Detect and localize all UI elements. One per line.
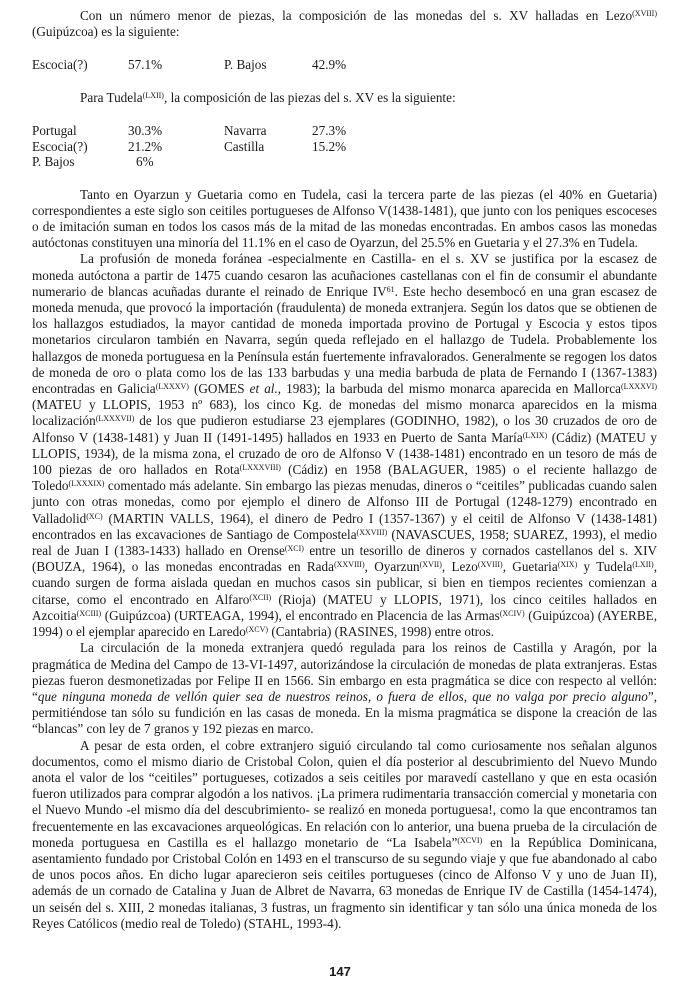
text-span: (Guipúzcoa) es la siguiente: [32,24,180,40]
table-row [32,123,657,139]
table-cell: 6% [136,154,154,170]
reference-marker: (XC) [86,511,103,521]
reference-marker: (XVII) [419,560,442,570]
text-span: entre un tesorillo de dineros y cornados castellanos del s. XIV (BOUZA, 1964), o las monedas encontradas en Rada [32,543,657,575]
text-span: (MARTIN VALLS, 1964), el dinero de Pedro I (1357-1367) y el ceitil de Alfonso V (1438-1481) encontrados en las excavaciones de Santiago de Compostela [32,510,657,542]
text-span: , Lezo [441,559,478,575]
document-page [32,8,657,932]
reference-marker: (LXXXVII) [95,414,135,424]
text-span: de los que pudieron estudiarse 23 ejemplares (GODINHO, 1982), o los 30 cruzados de oro de Alfonso V (1438-1481) y Juan II (1491-1495) hallados en 1933 en Puerto de Santa María [32,413,657,445]
text-span: (Guipúzcoa) (URTEAGA, 1994), el encontrado en Placencia de las Armas [101,607,500,623]
text-span: en la República Dominicana, asentamiento fundado por Cristobal Colón en 1493 en el transcurso de su segundo viaje y que fue abandonado al cabo de unos pocos años. En dicho lugar aparecieron seis ceitiles portugueses (cinco de Alfonso V y uno de Juan II), además de un cornado de Catalina y Juan de Albret de Navarra, 63 monedas de Enrique IV de Castilla (1454-1474), un seisén del s. XIII, 2 monedas italianas, 3 fustras, un fragmento sin identificar y tan sólo una única moneda de los Reyes Católicos (medio real de Toledo) (STAHL, 1993-4). [32,834,657,931]
text-span: (Cádiz) (MATEU y LLOPIS, 1934), de la misma zona, el cruzado de oro de Alfonso V (1438-1481) encontrado en un tesoro de más de 100 piezas de oro hallados en Rota [32,429,657,478]
footnote-marker: 61 [386,284,395,294]
table-row [32,154,657,170]
text-span: La profusión de moneda foránea -especialmente en Castilla- en el s. XV se justifica por la escasez de moneda autóctona a partir de 1475 cuando cesaron las acuñaciones castellanas con el fin de consumir el abundante numerario de blancas acuñadas durante el reinado de Enrique IV [32,251,657,299]
paragraph-lezo [32,8,657,40]
reference-marker: (LXXXVI) [621,382,658,392]
reference-marker: (XCV) [245,625,269,635]
text-span: . Este hecho desembocó en una gran escasez de moneda menuda, que provocó la importación (fraudulenta) de moneda extranjera. Según los datos que se obtienen de los hallazgos estudiados, la mayor cantidad de moneda importada provino de Portugal y Escocia y estos tipos monetarios circularon también en Navarra, según queda reflejado en el hallazgo de Tudela. Probablemente los hallazgos de moneda portuguesa en la Península están fuertemente infravalorados. Generalmente se regogen los datos de moneda de oro o plata como los de las 133 barbudas y una media barbuda de plata de Fernando I (1367-1383) encontradas en Galicia [32,283,657,397]
text-span: A pesar de esta orden, el cobre extranjero siguió circulando tal como curiosamente nos señalan algunos documentos, como el mismo diario de Cristobal Colon, quien el día posterior al descubrimiento del Nuevo Mundo anota el valor de los “ceitiles” portugueses, cotizados a seis ceitiles por maravedí castellano y que en esta ocasión fueron utilizados para comprar algodón a los nativos. ¡La primera rudimentaria transacción comercial y monetaria con el Nuevo Mundo -el mismo día del descubrimiento- se realizó en moneda portuguesa!, como la que encontramos tan frecuentemente en las excavaciones arqueológicas. En relación con lo anterior, una buena prueba de la circulación de moneda portuguesa en Castilla es el hallazgo monetario de “La Isabela” [32,737,657,850]
text-span: , cuando surgen de forma aislada quedan en muchos casos sin publicar, si bien en tiempos recientes comienzan a citarse, como el encontrado en Alfaro [32,559,657,607]
reference-marker: (LXXXV) [155,382,189,392]
text-span: , Oyarzun [364,559,420,575]
reference-marker: (XXVIII) [356,527,388,537]
paragraph-circulacion [32,640,657,737]
reference-marker: (XVIII) [477,560,503,570]
table-cell: Escocia(?) [32,57,88,73]
table-cell: 57.1% [128,57,163,73]
reference-marker: (XCI) [284,544,304,554]
reference-marker: (LXII) [632,560,654,570]
text-span: comentado más adelante. Sin embargo las piezas menudas, dineros o “ceitiles” publicadas cuando salen junto con otras monedas, como por ejemplo el dinero de Alfonso III de Portugal (1248-1279) encontrado en Valladolid [32,478,657,526]
reference-marker: (XVIII) [632,9,657,18]
table-cell [224,154,312,170]
text-span: (Cantabria) (RASINES, 1998) entre otros. [268,624,495,640]
table-cell: 42.9% [312,57,347,73]
text-span: Con un número menor de piezas, la composición de las monedas del s. XV halladas en Lezo [80,8,633,23]
reference-marker: (LXIX) [522,430,548,440]
composition-table-tudela [32,123,657,170]
reference-marker: (LXII) [142,90,164,100]
table-cell: Castilla [224,138,265,154]
reference-marker: (XCVI) [457,835,483,845]
table-cell: P. Bajos [32,154,75,170]
paragraph-cobre-extranjero [32,738,657,932]
reference-marker: (XCIV) [499,608,525,618]
text-span: ”, permitiéndose tan sólo su fundición en las casas de moneda. En la misma pragmática se dispone la creación de las “blancas” con ley de 7 granos y 192 piezas en marco. [32,688,657,737]
text-span: y Tudela [577,559,633,575]
text-span: (GOMES [188,381,250,397]
composition-table-lezo [32,57,657,73]
text-span: (NAVASCUES, 1958; SUAREZ, 1993), el medio real de Juan I (1383-1433) hallado en Orense [32,526,657,559]
page-number: 147 [329,964,351,979]
reference-marker: (XCII) [249,592,272,602]
text-span: (Rioja) (MATEU y LLOPIS, 1971), los cinco ceitiles hallados en Azcoitia [32,591,657,623]
text-span: La circulación de la moneda extranjera quedó regulada para los reinos de Castilla y Aragón, por la pragmática de Medina del Campo de 13-VI-1497, autorizándose la circulación de monedas de plata extranjeras. Estas piezas fueron desmonetizadas por Felipe II en 1566. Sin embargo en esta pragmática se dice con respecto al vellón: “ [32,640,657,704]
text-span: (Cádiz) en 1958 (BALAGUER, 1985) o el reciente hallazgo de Toledo [32,462,657,494]
paragraph-tudela [32,90,657,106]
reference-marker: (LXXXVIII) [239,463,281,473]
reference-marker: (LXXXIX) [68,479,105,489]
text-span: Para Tudela [80,89,143,105]
table-cell: Portugal [32,123,77,139]
text-span: , la composición de las piezas del s. XV es la siguiente: [163,89,456,105]
text-span: et al. [249,381,278,397]
table-cell: P. Bajos [224,57,267,73]
table-row [32,57,657,73]
text-span: , 1983); la barbuda del mismo monarca aparecida en Mallorca [277,381,622,397]
text-span: , Guetaria [502,559,558,575]
reference-marker: (XIX) [557,560,578,570]
table-cell: 15.2% [312,138,347,154]
text-span: (Guipúzcoa) (AYERBE, 1994) o el ejemplar aparecido en Laredo [32,607,657,640]
table-row [32,139,657,155]
table-cell: Escocia(?) [32,138,88,154]
text-span: (MATEU y LLOPIS, 1953 nº 683), los cinco Kg. de monedas del mismo monarca aparecidos en la misma localización [32,397,657,429]
reference-marker: (XCIII) [76,608,102,618]
paragraph-oyarzun-guetaria: Tanto en Oyarzun y Guetaria como en Tudela, casi la tercera parte de las piezas (el 40% en Guetaria) correspondientes a este siglo son ceitiles portugueses de Alfonso V(1438-1481), que junto con los peniques escoceses o de imitación suman en todos los casos más de la mitad de las monedas encontradas. En ambos casos las monedas autóctonas constituyen una minoría del 11.1% en el caso de Oyarzun, del 25.5% en Guetaria y el 27.3% en Tudela. [32,186,657,251]
table-cell: 27.3% [312,123,347,139]
paragraph-moneda-foranea [32,251,657,640]
reference-marker: (XXVIII) [333,560,365,570]
table-cell: Navarra [224,123,267,139]
table-cell: 30.3% [128,123,163,139]
quote-text: que ninguna moneda de vellón quier sea de nuestros reinos, o fuera de ellos, que no valga por precio alguno [37,688,648,704]
table-cell: 21.2% [128,138,163,154]
